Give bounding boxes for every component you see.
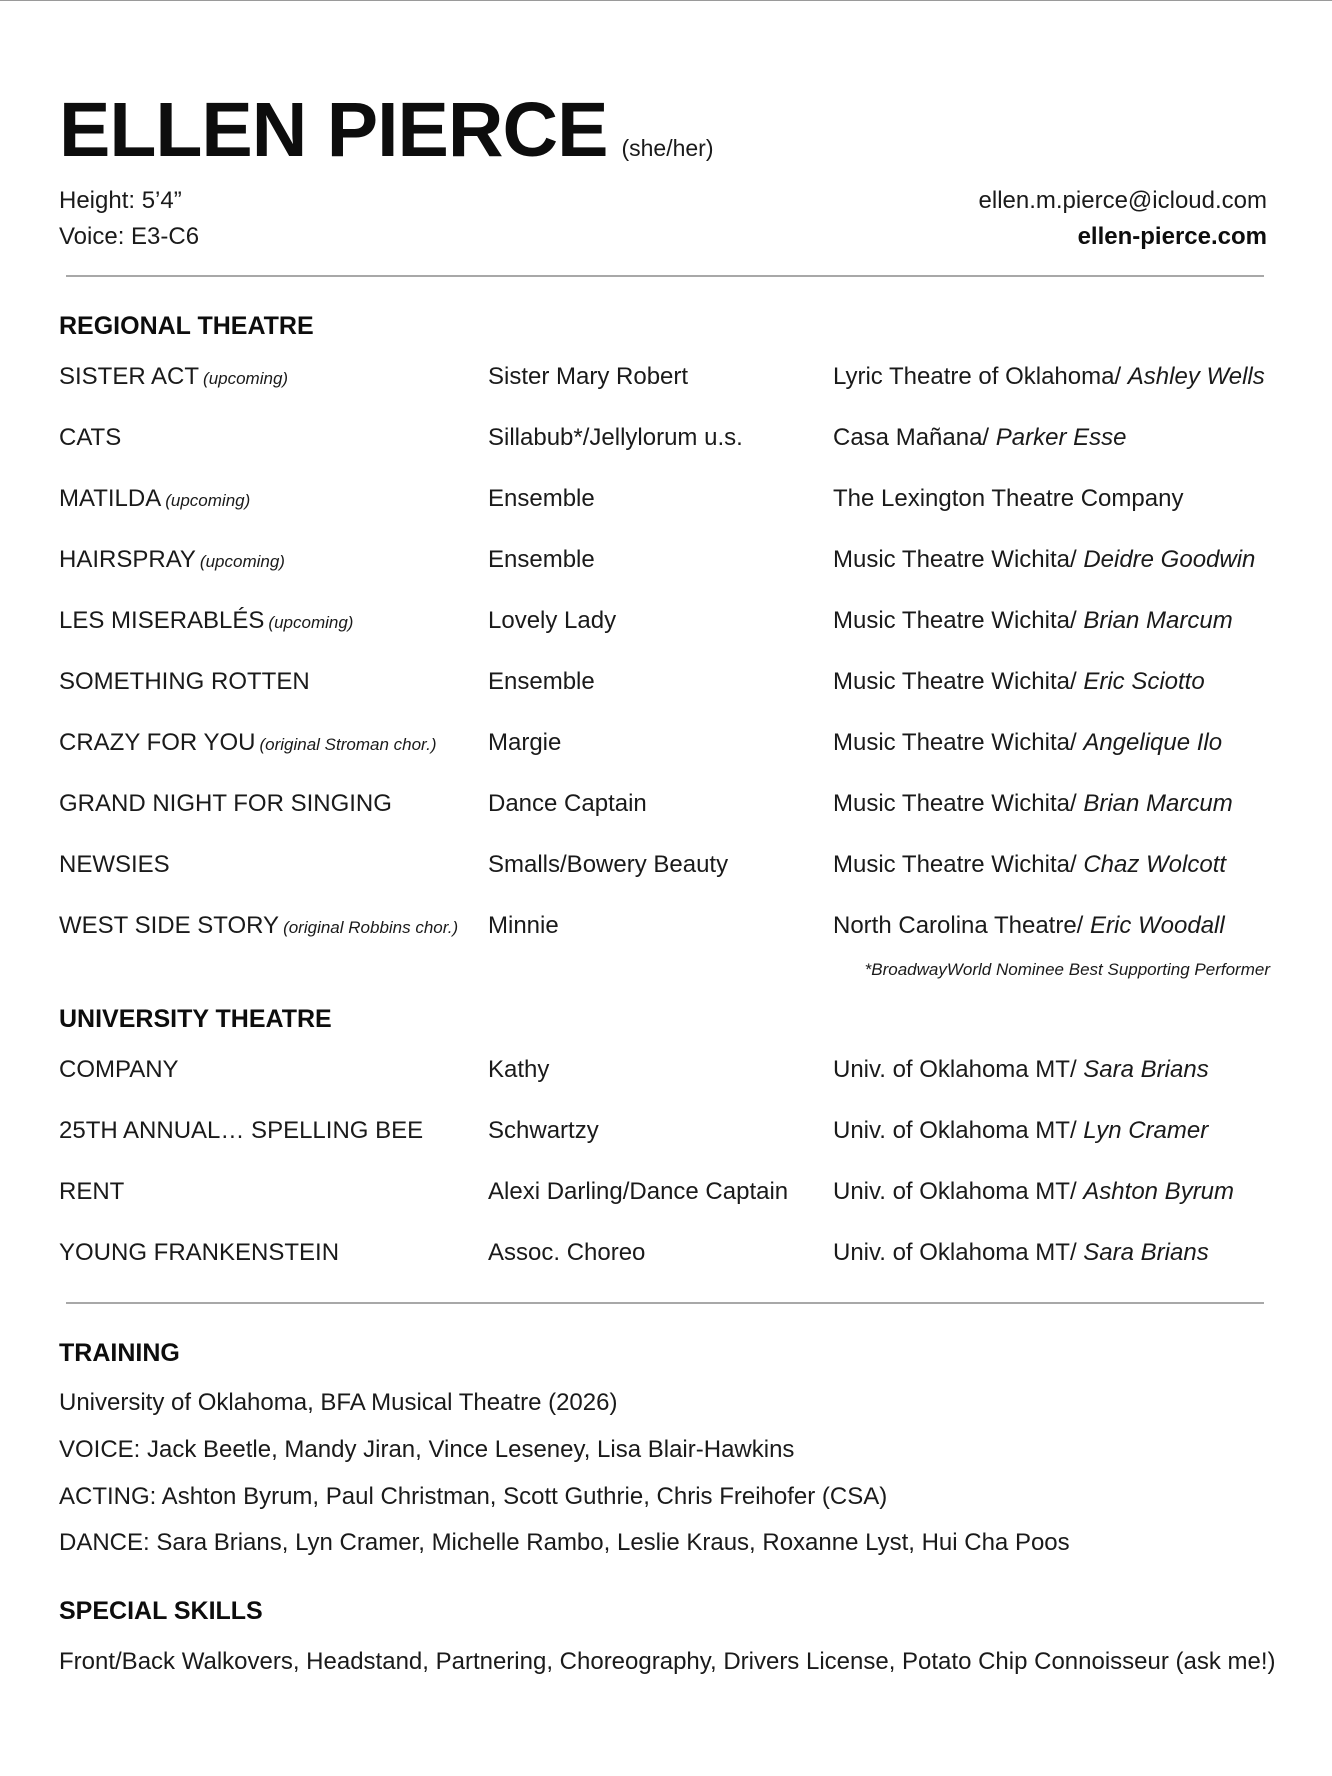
director: Angelique Ilo	[1083, 729, 1223, 756]
credit-row	[0, 1117, 1332, 1147]
company: The Lexington Theatre Company	[833, 485, 1184, 512]
director: Parker Esse	[995, 424, 1127, 451]
show-title: YOUNG FRANKENSTEIN	[59, 1239, 340, 1266]
show-title: GRAND NIGHT FOR SINGING	[59, 790, 392, 817]
show-title: CRAZY FOR YOU (original Stroman chor.)	[59, 729, 437, 756]
section-title-university: UNIVERSITY THEATRE	[59, 1005, 332, 1033]
performer-name: ELLEN PIERCE	[59, 87, 608, 173]
website-link[interactable]: ellen-pierce.com	[1077, 223, 1267, 250]
section-title-regional: REGIONAL THEATRE	[59, 312, 314, 340]
credit-row	[0, 1178, 1332, 1208]
credit-row	[0, 485, 1332, 515]
director: Sara Brians	[1083, 1056, 1209, 1083]
role: Smalls/Bowery Beauty	[488, 851, 729, 878]
director: Eric Sciotto	[1083, 668, 1205, 695]
company: Music Theatre Wichita/ Brian Marcum	[833, 607, 1233, 634]
credit-row	[0, 607, 1332, 637]
name-line	[59, 86, 714, 175]
company: Music Theatre Wichita/ Chaz Wolcott	[833, 851, 1227, 878]
role: Ensemble	[488, 546, 595, 573]
role: Lovely Lady	[488, 607, 617, 634]
top-border	[0, 0, 1332, 1]
section-title-skills: SPECIAL SKILLS	[59, 1597, 263, 1625]
director: Ashley Wells	[1127, 363, 1265, 390]
company: North Carolina Theatre/ Eric Woodall	[833, 912, 1225, 939]
email-link[interactable]: ellen.m.pierce@icloud.com	[978, 187, 1267, 214]
show-title: SOMETHING ROTTEN	[59, 668, 310, 695]
credit-row	[0, 729, 1332, 759]
section-title-training: TRAINING	[59, 1339, 180, 1367]
credit-row	[0, 424, 1332, 454]
company: Univ. of Oklahoma MT/ Ashton Byrum	[833, 1178, 1235, 1205]
divider	[66, 1302, 1264, 1304]
company: Univ. of Oklahoma MT/ Lyn Cramer	[833, 1117, 1209, 1144]
voice-stat: Voice: E3-C6	[59, 223, 200, 250]
credit-row	[0, 851, 1332, 881]
skills-text: Front/Back Walkovers, Headstand, Partnering, Choreography, Drivers License, Potato Chip Connoisseur (ask me!)	[59, 1648, 1276, 1675]
training-line: DANCE: Sara Brians, Lyn Cramer, Michelle Rambo, Leslie Kraus, Roxanne Lyst, Hui Cha Poos	[59, 1529, 1070, 1556]
training-line: VOICE: Jack Beetle, Mandy Jiran, Vince Leseney, Lisa Blair-Hawkins	[59, 1436, 795, 1463]
credit-row	[0, 790, 1332, 820]
role: Kathy	[488, 1056, 550, 1083]
credit-row	[0, 912, 1332, 942]
pronouns: (she/her)	[621, 135, 714, 161]
credit-row	[0, 668, 1332, 698]
height-stat: Height: 5’4”	[59, 187, 182, 214]
show-title: RENT	[59, 1178, 125, 1205]
role: Minnie	[488, 912, 559, 939]
company: Music Theatre Wichita/ Eric Sciotto	[833, 668, 1205, 695]
role: Ensemble	[488, 668, 595, 695]
director: Brian Marcum	[1083, 790, 1233, 817]
company: Music Theatre Wichita/ Angelique Ilo	[833, 729, 1223, 756]
director: Lyn Cramer	[1083, 1117, 1209, 1144]
company: Lyric Theatre of Oklahoma/ Ashley Wells	[833, 363, 1265, 390]
director: Eric Woodall	[1090, 912, 1225, 939]
company: Univ. of Oklahoma MT/ Sara Brians	[833, 1239, 1209, 1266]
training-line: ACTING: Ashton Byrum, Paul Christman, Scott Guthrie, Chris Freihofer (CSA)	[59, 1483, 888, 1510]
footnote: *BroadwayWorld Nominee Best Supporting Performer	[864, 960, 1270, 979]
credit-row	[0, 546, 1332, 576]
company: Casa Mañana/ Parker Esse	[833, 424, 1127, 451]
director: Ashton Byrum	[1083, 1178, 1235, 1205]
role: Ensemble	[488, 485, 595, 512]
credit-row	[0, 1239, 1332, 1269]
director: Chaz Wolcott	[1083, 851, 1227, 878]
role: Alexi Darling/Dance Captain	[488, 1178, 789, 1205]
role: Sillabub*/Jellylorum u.s.	[488, 424, 743, 451]
company: Music Theatre Wichita/ Deidre Goodwin	[833, 546, 1256, 573]
credit-row	[0, 363, 1332, 393]
training-line: University of Oklahoma, BFA Musical Theatre (2026)	[59, 1389, 618, 1416]
show-title: LES MISERABLÉS (upcoming)	[59, 607, 354, 634]
company: Music Theatre Wichita/ Brian Marcum	[833, 790, 1233, 817]
role: Sister Mary Robert	[488, 363, 689, 390]
show-title: MATILDA (upcoming)	[59, 485, 251, 512]
show-title: NEWSIES	[59, 851, 170, 878]
credit-row	[0, 1056, 1332, 1086]
show-title: CATS	[59, 424, 122, 451]
company: Univ. of Oklahoma MT/ Sara Brians	[833, 1056, 1209, 1083]
role: Assoc. Choreo	[488, 1239, 646, 1266]
role: Schwartzy	[488, 1117, 599, 1144]
show-title: WEST SIDE STORY (original Robbins chor.)	[59, 912, 459, 939]
divider	[66, 275, 1264, 277]
show-title: SISTER ACT (upcoming)	[59, 363, 289, 390]
director: Deidre Goodwin	[1083, 546, 1256, 573]
show-title: 25TH ANNUAL… SPELLING BEE	[59, 1117, 424, 1144]
director: Brian Marcum	[1083, 607, 1233, 634]
show-title: COMPANY	[59, 1056, 179, 1083]
show-title: HAIRSPRAY (upcoming)	[59, 546, 285, 573]
director: Sara Brians	[1083, 1239, 1209, 1266]
role: Dance Captain	[488, 790, 647, 817]
role: Margie	[488, 729, 562, 756]
